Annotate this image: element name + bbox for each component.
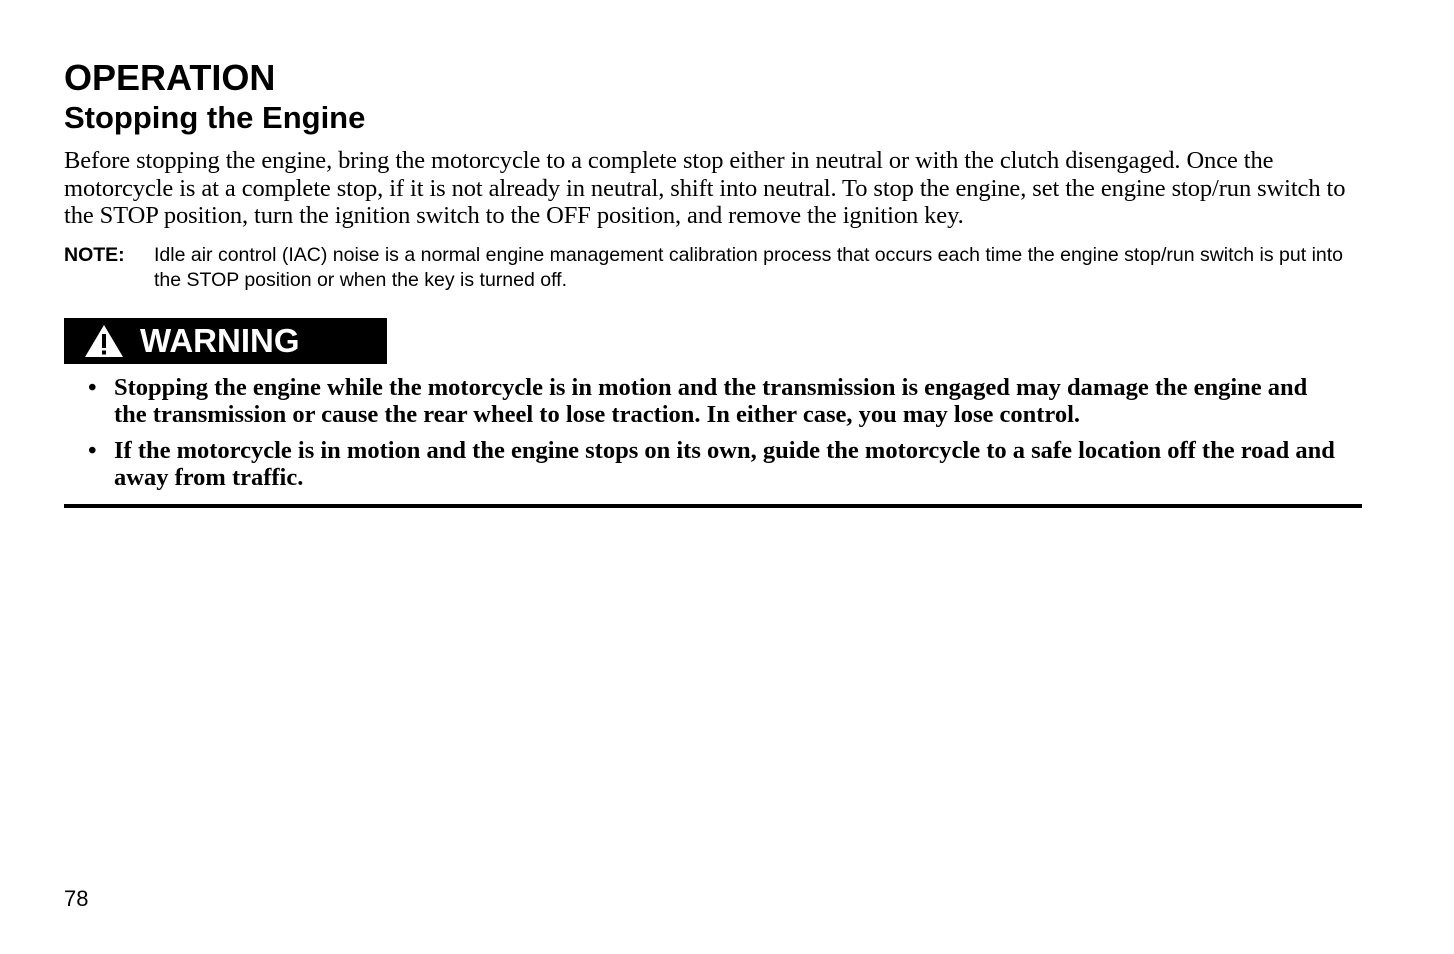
bullet: • [88, 373, 97, 401]
warning-list [64, 374, 1364, 492]
bullet: • [88, 436, 97, 464]
manual-page [64, 58, 1364, 508]
warning-item-text: If the motorcycle is in motion and the engine stops on its own, guide the motorcycle to a safe location off the road and away from traffic. [114, 436, 1335, 491]
warning-label: WARNING [140, 321, 300, 359]
section-divider [64, 504, 1362, 508]
warning-banner [64, 318, 387, 364]
note-text: Idle air control (IAC) noise is a normal engine management calibration process that occurs each time the engine stop/run switch is put into the STOP position or when the key is turned off. [154, 243, 1344, 291]
warning-item-text: Stopping the engine while the motorcycle is in motion and the transmission is engaged may damage the engine and the transmission or cause the rear wheel to lose traction. In either case, you may lose control. [114, 373, 1308, 428]
section-title: OPERATION [64, 57, 276, 98]
warning-item [64, 437, 1364, 492]
note-block [64, 243, 1364, 293]
note-label: NOTE: [64, 243, 125, 266]
intro-paragraph: Before stopping the engine, bring the motorcycle to a complete stop either in neutral or with the clutch disengaged. Once the motorcycle is at a complete stop, if it is not already in neutral, shift into neutral. To stop the engine, set the engine stop/run switch to the STOP position, turn the ignition switch to the OFF position, and remove the ignition key. [64, 147, 1346, 229]
warning-triangle-icon [84, 324, 124, 358]
warning-item [64, 374, 1364, 429]
page-title: Stopping the Engine [64, 100, 366, 135]
page-number: 78 [64, 886, 89, 911]
